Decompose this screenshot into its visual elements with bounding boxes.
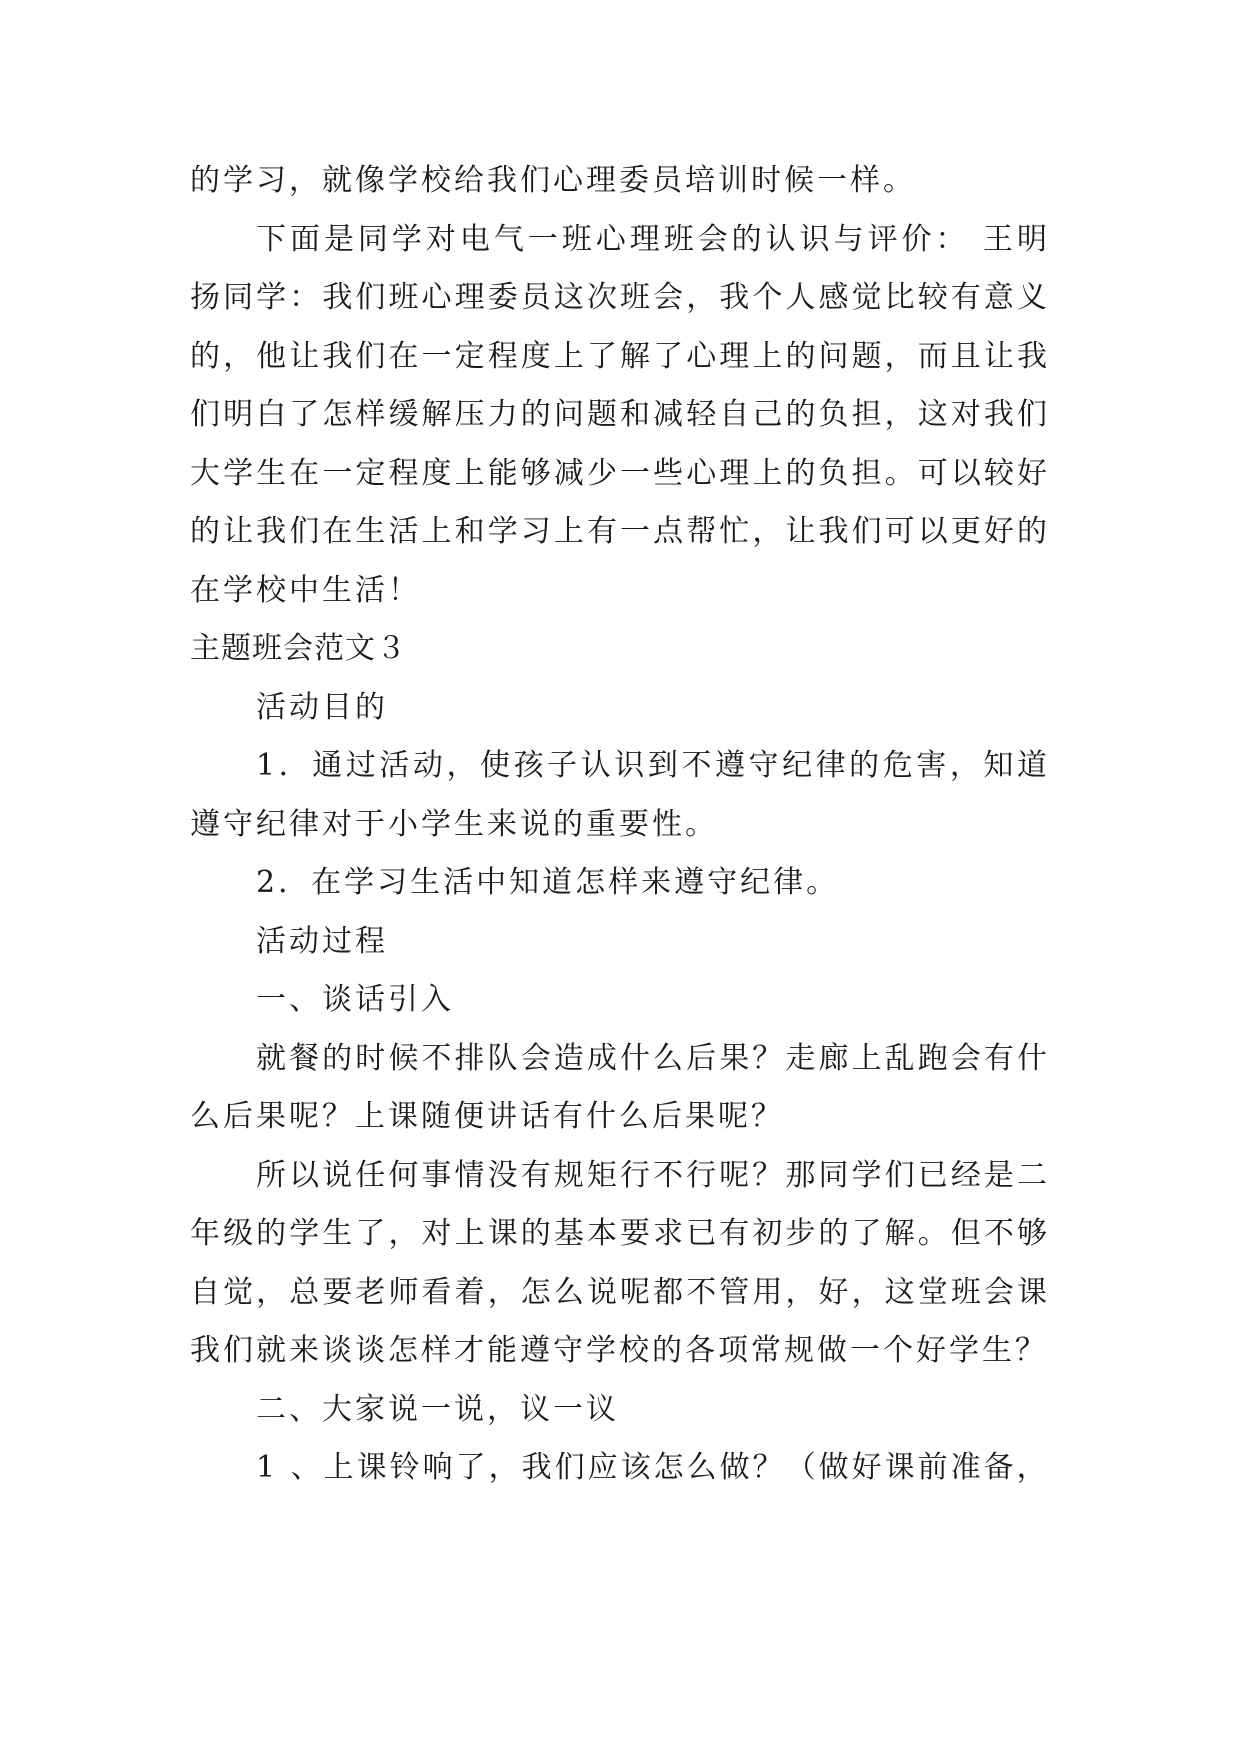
- paragraph-continuation: 的学习，就像学校给我们心理委员培训时候一样。: [190, 163, 916, 198]
- section-title: 主题班会范文３: [190, 631, 407, 666]
- question-item-1: 1 、上课铃响了，我们应该怎么做？（做好课前准备，: [256, 1450, 1050, 1485]
- paragraph-questions: 就餐的时候不排队会造成什么后果？走廊上乱跑会有什么后果呢？上课随便讲话有什么后果呢？: [190, 1040, 1050, 1134]
- step-heading-1: 一、谈话引入: [256, 982, 454, 1017]
- paragraph-evaluation: 下面是同学对电气一班心理班会的认识与评价： 王明扬同学：我们班心理委员这次班会，我个人感觉比较有意义的，他让我们在一定程度上了解了心理上的问题，而且让我们明白了怎样缓解压力的问题和减轻自己的负担，这对我们大学生在一定程度上能够减少一些心理上的负担。可以较好的让我们在生活上和学习上有一点帮忙，让我们可以更好的在学校中生活！: [190, 221, 1050, 608]
- goal-item-2: 2．在学习生活中知道怎样来遵守纪律。: [256, 865, 840, 900]
- subheading-activity-process: 活动过程: [256, 923, 388, 959]
- subheading-activity-goal: 活动目的: [256, 689, 388, 725]
- document-body: [190, 152, 1050, 1498]
- goal-item-1: 1．通过活动，使孩子认识到不遵守纪律的危害，知道遵守纪律对于小学生来说的重要性。: [190, 748, 1050, 842]
- step-heading-2: 二、大家说一说，议一议: [256, 1391, 619, 1427]
- paragraph-discussion: 所以说任何事情没有规矩行不行呢？那同学们已经是二年级的学生了，对上课的基本要求已有初步的了解。但不够自觉，总要老师看着，怎么说呢都不管用，好，这堂班会课我们就来谈谈怎样才能遵守学校的各项常规做一个好学生？: [190, 1157, 1050, 1368]
